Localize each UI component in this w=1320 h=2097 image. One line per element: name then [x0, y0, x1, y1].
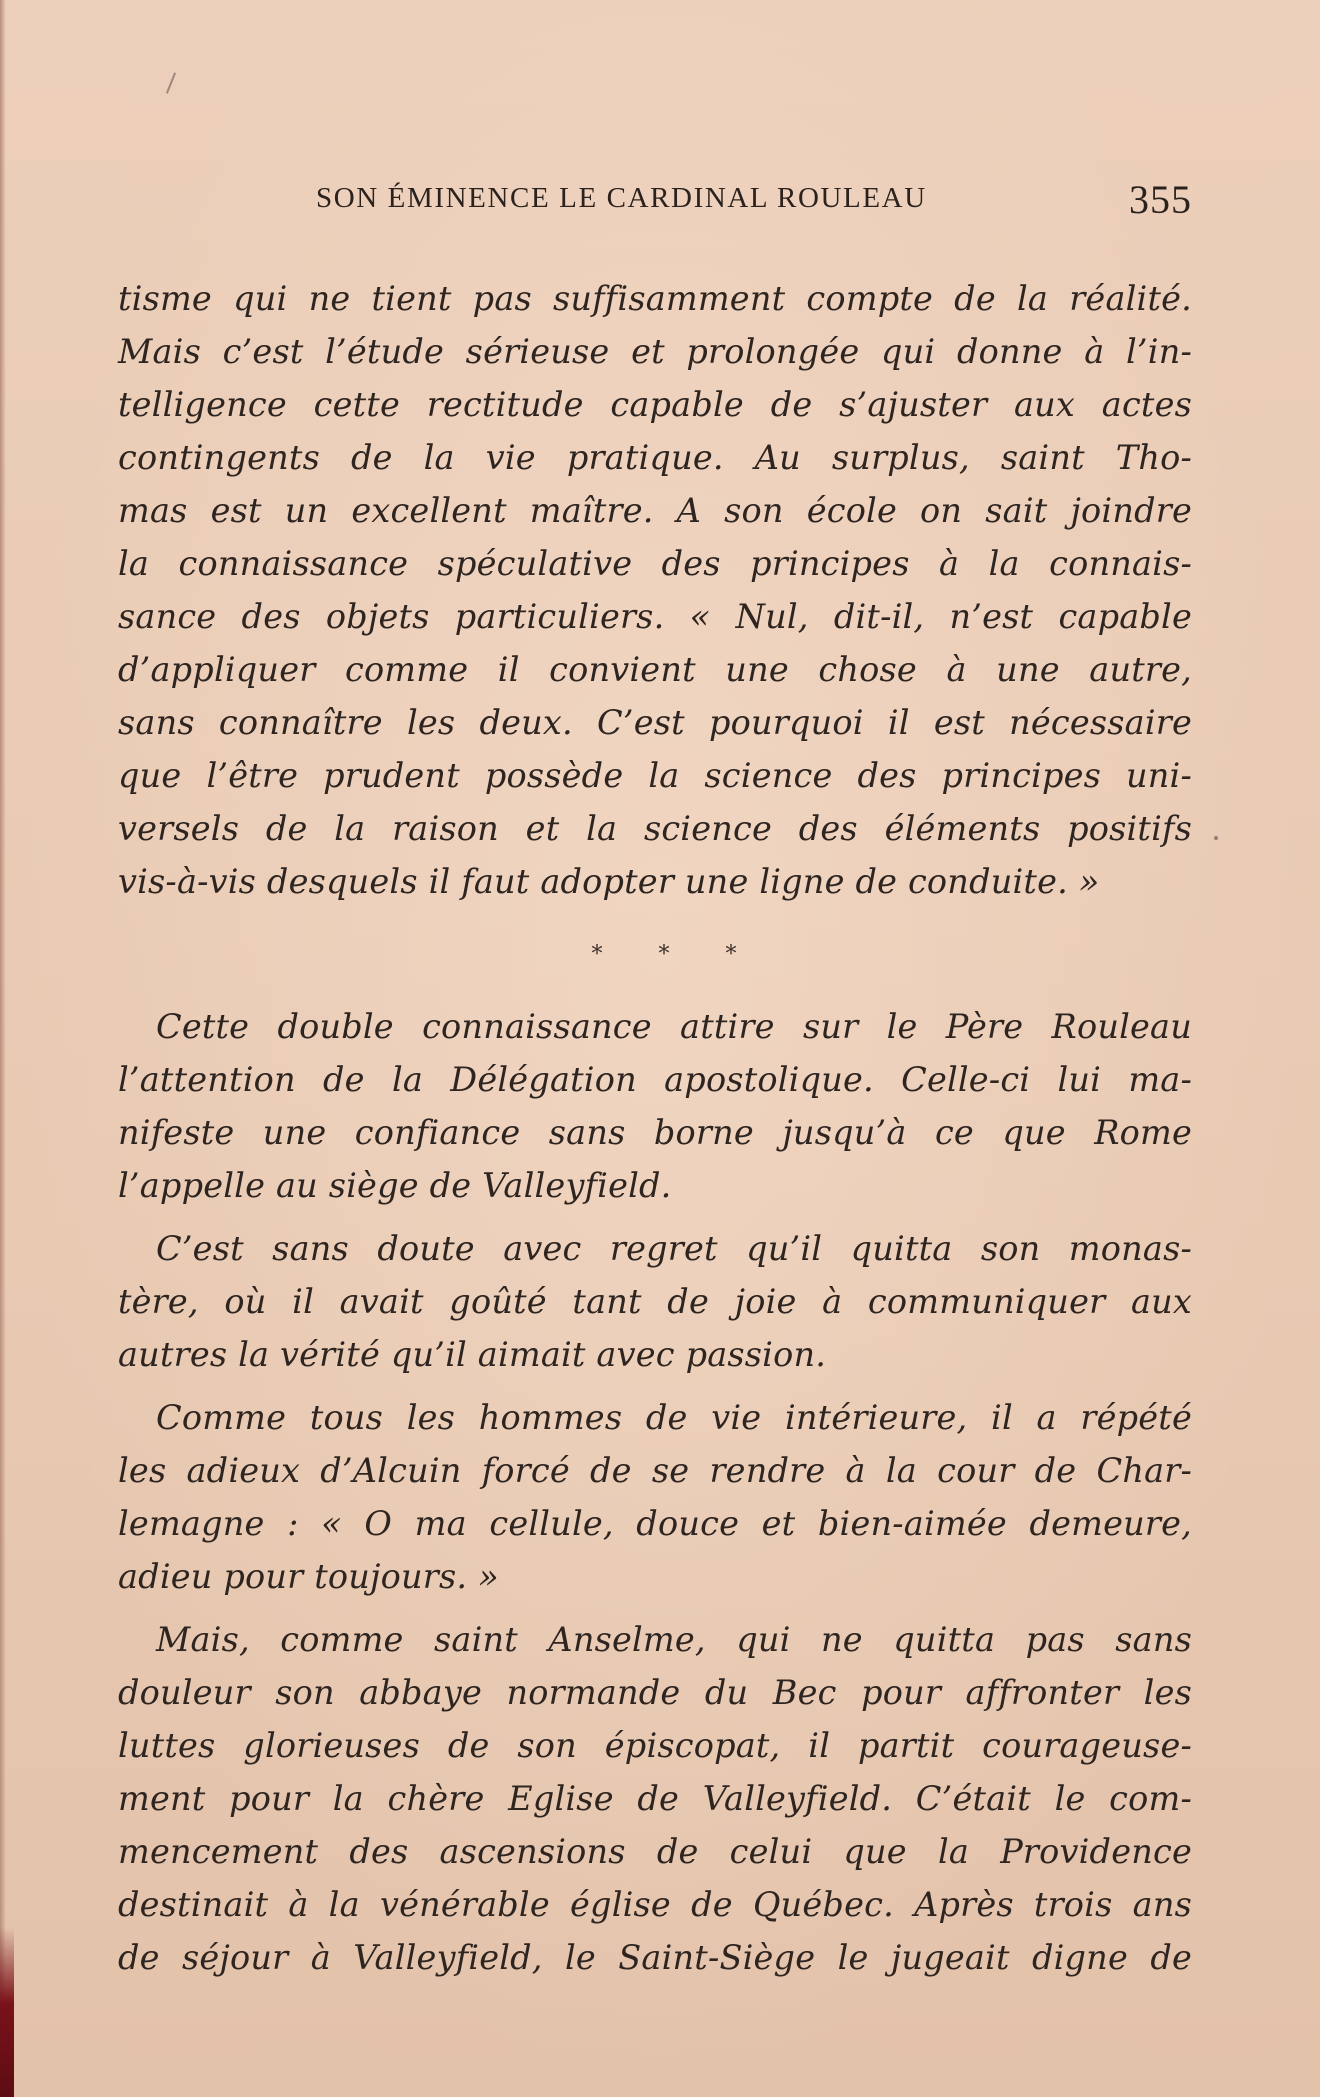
text-line: vis-à-vis desquels il faut adopter une ligne de conduite. »	[118, 862, 1100, 901]
text-line: Mais c’est l’étude sérieuse et prolongée qui donne à l’in-	[118, 332, 1192, 371]
text-line: la connaissance spéculative des principes à la connais-	[118, 544, 1192, 583]
text-line: Comme tous les hommes de vie intérieure, il a répété	[156, 1398, 1192, 1437]
page-edge-shadow	[0, 0, 6, 2097]
text-line: douleur son abbaye normande du Bec pour affronter les	[118, 1673, 1192, 1712]
paragraph-gap	[118, 1603, 1192, 1613]
text-line: l’attention de la Délégation apostolique. Celle-ci lui ma-	[118, 1060, 1192, 1099]
paragraph	[118, 1391, 1192, 1603]
text-line: nifeste une confiance sans borne jusqu’à ce que Rome	[118, 1113, 1192, 1152]
asterisk-ornament: *	[725, 941, 737, 967]
paragraph-gap	[118, 1212, 1192, 1222]
asterisk-ornament: *	[591, 941, 603, 967]
ink-speck	[1214, 836, 1218, 840]
pencil-mark	[166, 72, 176, 93]
text-line: d’appliquer comme il convient une chose à une autre,	[118, 650, 1192, 689]
text-line: luttes glorieuses de son épiscopat, il partit courageuse-	[118, 1726, 1192, 1765]
paragraph-gap	[118, 1381, 1192, 1391]
running-title: SON ÉMINENCE LE CARDINAL ROULEAU	[316, 182, 927, 214]
body-text	[118, 272, 1192, 1984]
cover-edge	[0, 1927, 14, 2097]
text-line: que l’être prudent possède la science des principes uni-	[118, 756, 1192, 795]
text-line: l’appelle au siège de Valleyfield.	[118, 1166, 672, 1205]
text-line: versels de la raison et la science des éléments positifs	[118, 809, 1192, 848]
text-line: mas est un excellent maître. A son école on sait joindre	[118, 491, 1192, 530]
page-header	[118, 176, 1192, 226]
asterisk-ornament: *	[658, 941, 670, 967]
page-number: 355	[1129, 177, 1192, 222]
text-line: Mais, comme saint Anselme, qui ne quitta pas sans	[156, 1620, 1192, 1659]
text-line: tisme qui ne tient pas suffisamment compte de la réalité.	[118, 279, 1192, 318]
text-line: sans connaître les deux. C’est pourquoi il est nécessaire	[118, 703, 1192, 742]
paragraph	[118, 1222, 1192, 1381]
text-line: sance des objets particuliers. « Nul, dit-il, n’est capable	[118, 597, 1192, 636]
text-line: de séjour à Valleyfield, le Saint-Siège le jugeait digne de	[118, 1938, 1192, 1977]
text-line: lemagne : « O ma cellule, douce et bien-aimée demeure,	[118, 1504, 1192, 1543]
text-line: Cette double connaissance attire sur le Père Rouleau	[156, 1007, 1192, 1046]
text-line: contingents de la vie pratique. Au surplus, saint Tho-	[118, 438, 1192, 477]
text-line: C’est sans doute avec regret qu’il quitta son monas-	[156, 1229, 1192, 1268]
text-line: autres la vérité qu’il aimait avec passion.	[118, 1335, 827, 1374]
text-line: adieu pour toujours. »	[118, 1557, 499, 1596]
paragraph	[118, 1000, 1192, 1212]
text-line: mencement des ascensions de celui que la Providence	[118, 1832, 1192, 1871]
text-line: ment pour la chère Eglise de Valleyfield. C’était le com-	[118, 1779, 1192, 1818]
text-line: les adieux d’Alcuin forcé de se rendre à la cour de Char-	[118, 1451, 1192, 1490]
section-separator	[118, 908, 1192, 1000]
paragraph-continuation	[118, 272, 1192, 908]
text-line: destinait à la vénérable église de Québec. Après trois ans	[118, 1885, 1192, 1924]
text-line: tère, où il avait goûté tant de joie à communiquer aux	[118, 1282, 1192, 1321]
text-line: telligence cette rectitude capable de s’ajuster aux actes	[118, 385, 1192, 424]
paragraph	[118, 1613, 1192, 1984]
